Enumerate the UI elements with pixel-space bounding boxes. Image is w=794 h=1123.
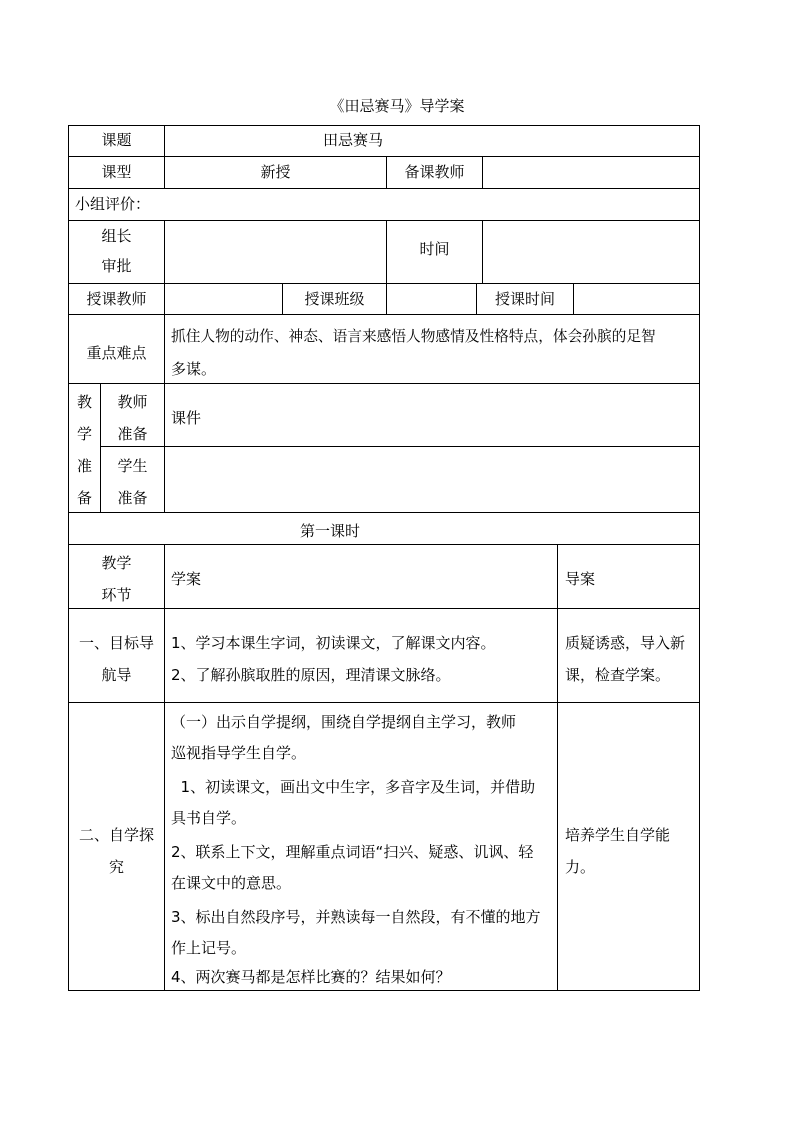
key-points-label: 重点难点 <box>86 344 147 362</box>
study-header: 学案 <box>171 570 202 588</box>
leader-label-line1: 组长 <box>101 227 132 245</box>
stage2-study-line: 巡视指导学生自学。 <box>171 744 307 762</box>
prep-teacher-label: 备课教师 <box>404 163 465 181</box>
type-label: 课型 <box>101 163 132 181</box>
table-line <box>164 544 165 991</box>
teaching-time-label: 授课时间 <box>494 290 555 308</box>
stage2-study-line: 作上记号。 <box>171 939 247 957</box>
teacher-prep-label-line1: 教师 <box>117 393 148 411</box>
prep-side-char: 教 <box>76 393 92 411</box>
stage1-guide-line2: 课，检查学案。 <box>565 666 671 684</box>
table-line <box>573 283 574 314</box>
stage2-study-line: （一）出示自学提纲，围绕自学提纲自主学习，教师 <box>171 713 517 731</box>
stage2-study-line: 具书自学。 <box>171 809 247 827</box>
topic-label: 课题 <box>101 131 132 149</box>
document-title: 《田忌赛马》导学案 <box>329 97 465 115</box>
key-points-line2: 多谋。 <box>171 360 217 378</box>
table-line <box>68 383 700 384</box>
stage2-study-line: 2、联系上下文，理解重点词语“扫兴、疑惑、讥讽、轻 <box>171 843 534 861</box>
stage1-guide-line1: 质疑诱惑，导入新 <box>565 634 686 652</box>
table-line <box>68 188 700 189</box>
stage1-label-line1: 一、目标导 <box>78 634 154 652</box>
stage2-guide-line1: 培养学生自学能 <box>565 826 671 844</box>
table-line <box>68 544 700 545</box>
table-line <box>164 314 165 383</box>
stage2-label-line2: 究 <box>108 858 124 876</box>
table-line <box>557 544 558 991</box>
prep-side-char: 学 <box>76 425 92 443</box>
stage2-study-line: 1、初读课文，画出文中生字，多音字及生词，并借助 <box>171 778 536 796</box>
student-prep-label-line2: 准备 <box>117 489 148 507</box>
leader-time-label: 时间 <box>419 240 450 258</box>
table-line <box>164 383 165 512</box>
stage2-study-line: 4、两次赛马都是怎样比赛的？结果如何？ <box>171 968 451 986</box>
teaching-class-label: 授课班级 <box>304 290 365 308</box>
prep-side-char: 备 <box>76 489 92 507</box>
lesson-title: 第一课时 <box>300 522 361 540</box>
teaching-teacher-label: 授课教师 <box>86 290 147 308</box>
teacher-prep-label-line2: 准备 <box>117 425 148 443</box>
teacher-prep-value: 课件 <box>171 409 202 427</box>
stage1-study-line2: 2、了解孙膑取胜的原因，理清课文脉络。 <box>171 666 451 684</box>
stage2-study-line: 3、标出自然段序号，并熟读每一自然段，有不懂的地方 <box>171 908 541 926</box>
key-points-line1: 抓住人物的动作、神态、语言来感悟人物感情及性格特点，体会孙膑的足智 <box>171 328 656 345</box>
group-eval-label: 小组评价： <box>75 195 151 213</box>
stage1-study-line1: 1、学习本课生字词，初读课文，了解课文内容。 <box>171 634 496 652</box>
table-line <box>68 990 700 991</box>
topic-value: 田忌赛马 <box>323 131 384 149</box>
table-line <box>164 220 165 283</box>
guide-header: 导案 <box>565 570 596 588</box>
stage-header-line2: 环节 <box>101 586 132 604</box>
stage-header-line1: 教学 <box>101 554 132 572</box>
table-line <box>100 446 700 447</box>
stage1-label-line2: 航导 <box>101 666 132 684</box>
table-line <box>68 702 700 703</box>
stage2-guide-line2: 力。 <box>565 858 596 876</box>
prep-side-char: 准 <box>76 457 92 475</box>
stage2-study-line: 在课文中的意思。 <box>171 874 292 892</box>
table-line <box>482 156 483 188</box>
table-line <box>699 125 700 991</box>
type-value: 新授 <box>260 163 291 181</box>
student-prep-label-line1: 学生 <box>117 457 148 475</box>
table-line <box>386 283 387 314</box>
table-line <box>164 283 165 314</box>
table-line <box>482 220 483 283</box>
leader-label-line2: 审批 <box>101 257 132 275</box>
stage2-label-line1: 二、自学探 <box>78 826 154 844</box>
